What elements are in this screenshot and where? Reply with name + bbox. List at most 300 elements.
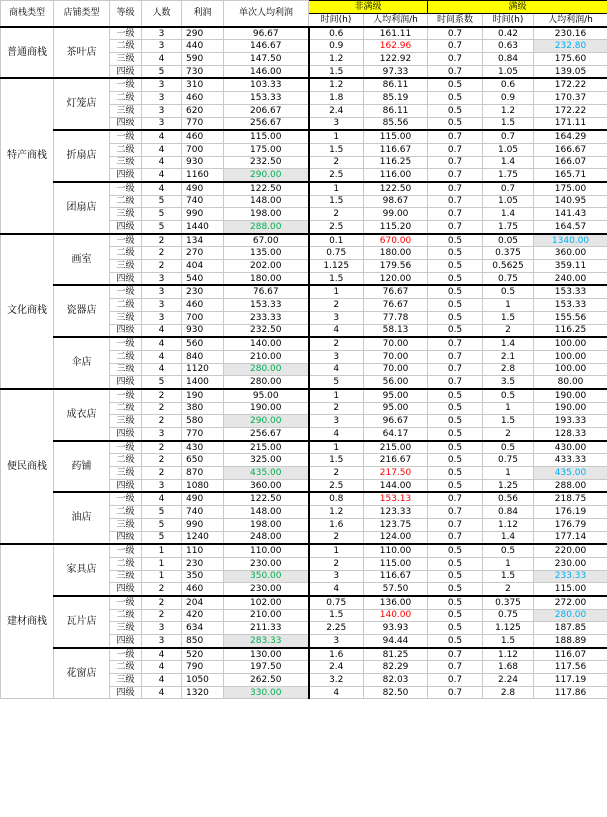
shop-name-cell: 折扇店 [54, 130, 110, 182]
table-cell: 1 [142, 570, 182, 583]
table-cell: 634 [182, 622, 224, 635]
table-cell: 2 [483, 324, 534, 337]
table-cell: 1.2 [309, 506, 364, 519]
table-cell: 0.7 [483, 130, 534, 143]
table-cell: 0.5 [428, 609, 483, 622]
table-cell: 1 [142, 544, 182, 557]
table-cell: 520 [182, 648, 224, 661]
table-cell: 230 [182, 557, 224, 570]
table-row [1, 337, 607, 350]
table-cell: 153.13 [364, 492, 428, 505]
table-cell: 3.5 [483, 376, 534, 389]
table-cell: 0.5 [428, 583, 483, 596]
header-row-1 [1, 1, 607, 14]
shop-name-cell: 画室 [54, 234, 110, 286]
table-cell: 四级 [110, 169, 142, 182]
shop-name-cell: 团扇店 [54, 182, 110, 234]
table-cell: 176.79 [534, 518, 607, 531]
table-cell: 460 [182, 583, 224, 596]
table-cell: 117.86 [534, 686, 607, 699]
table-row [1, 441, 607, 454]
table-cell: 115.00 [534, 583, 607, 596]
table-cell: 3 [309, 415, 364, 428]
table-cell: 2.1 [483, 350, 534, 363]
table-cell: 70.00 [364, 337, 428, 350]
table-cell: 770 [182, 117, 224, 130]
table-cell: 二级 [110, 557, 142, 570]
table-cell: 56.00 [364, 376, 428, 389]
table-cell: 一级 [110, 234, 142, 247]
table-cell: 1400 [182, 376, 224, 389]
table-cell: 76.67 [364, 285, 428, 298]
table-cell: 580 [182, 415, 224, 428]
table-cell: 0.7 [428, 674, 483, 687]
shop-name-cell: 灯笼店 [54, 78, 110, 130]
table-cell: 0.5 [428, 389, 483, 402]
table-cell: 三级 [110, 622, 142, 635]
table-cell: 0.5 [428, 234, 483, 247]
table-cell: 3 [142, 285, 182, 298]
table-cell: 330.00 [224, 686, 309, 699]
table-cell: 0.7 [428, 208, 483, 221]
table-cell: 2 [142, 247, 182, 260]
table-cell: 3 [142, 428, 182, 441]
table-cell: 116.25 [534, 324, 607, 337]
table-cell: 190.00 [534, 402, 607, 415]
table-cell: 0.7 [428, 169, 483, 182]
table-cell: 93.93 [364, 622, 428, 635]
table-cell: 二级 [110, 299, 142, 312]
table-cell: 124.00 [364, 531, 428, 544]
table-cell: 2 [142, 402, 182, 415]
table-cell: 一级 [110, 441, 142, 454]
table-cell: 590 [182, 53, 224, 66]
col-header-profit: 利润 [182, 1, 224, 27]
table-cell: 1.4 [483, 208, 534, 221]
table-cell: 0.7 [428, 376, 483, 389]
table-row [1, 27, 607, 40]
table-cell: 0.7 [428, 506, 483, 519]
table-cell: 0.5 [483, 285, 534, 298]
table-cell: 790 [182, 661, 224, 674]
table-cell: 1.2 [309, 53, 364, 66]
table-cell: 2 [309, 299, 364, 312]
table-cell: 1 [309, 130, 364, 143]
table-cell: 0.7 [428, 221, 483, 234]
table-cell: 70.00 [364, 350, 428, 363]
table-cell: 230.00 [224, 557, 309, 570]
table-cell: 161.11 [364, 27, 428, 40]
table-cell: 0.6 [483, 78, 534, 91]
table-cell: 1.05 [483, 143, 534, 156]
table-cell: 四级 [110, 221, 142, 234]
table-cell: 193.33 [534, 415, 607, 428]
table-row [1, 544, 607, 557]
table-cell: 67.00 [224, 234, 309, 247]
table-cell: 115.20 [364, 221, 428, 234]
shop-name-cell: 瓦片店 [54, 596, 110, 648]
table-cell: 730 [182, 65, 224, 78]
table-cell: 435.00 [224, 467, 309, 480]
table-cell: 99.00 [364, 208, 428, 221]
table-cell: 2 [142, 467, 182, 480]
table-cell: 116.25 [364, 156, 428, 169]
table-cell: 1.4 [483, 531, 534, 544]
table-cell: 4 [142, 324, 182, 337]
table-cell: 4 [142, 350, 182, 363]
table-cell: 2 [309, 337, 364, 350]
table-cell: 3 [142, 78, 182, 91]
table-cell: 215.00 [364, 441, 428, 454]
section-type-cell: 普通商栈 [1, 27, 54, 79]
table-cell: 210.00 [224, 609, 309, 622]
table-cell: 110.00 [224, 544, 309, 557]
table-cell: 0.9 [483, 92, 534, 105]
table-cell: 0.5 [428, 311, 483, 324]
table-cell: 1.75 [483, 221, 534, 234]
table-cell: 1.25 [483, 479, 534, 492]
table-cell: 一级 [110, 337, 142, 350]
table-cell: 三级 [110, 415, 142, 428]
table-cell: 76.67 [224, 285, 309, 298]
table-cell: 2 [142, 260, 182, 273]
table-cell: 一级 [110, 389, 142, 402]
table-cell: 122.50 [224, 492, 309, 505]
table-cell: 140.95 [534, 195, 607, 208]
table-cell: 1.68 [483, 661, 534, 674]
table-cell: 4 [142, 686, 182, 699]
table-cell: 290.00 [224, 169, 309, 182]
table-cell: 140.00 [364, 609, 428, 622]
table-cell: 272.00 [534, 596, 607, 609]
table-cell: 1 [483, 299, 534, 312]
table-cell: 0.75 [483, 609, 534, 622]
table-row [1, 285, 607, 298]
col-header-time: 时间(h) [309, 14, 364, 27]
table-cell: 233.33 [534, 570, 607, 583]
table-cell: 4 [142, 492, 182, 505]
table-cell: 三级 [110, 53, 142, 66]
table-cell: 四级 [110, 428, 142, 441]
table-cell: 740 [182, 506, 224, 519]
table-cell: 0.7 [428, 130, 483, 143]
table-cell: 1 [483, 467, 534, 480]
table-cell: 288.00 [534, 479, 607, 492]
table-cell: 770 [182, 428, 224, 441]
table-cell: 0.5 [428, 78, 483, 91]
table-cell: 82.29 [364, 661, 428, 674]
table-cell: 204 [182, 596, 224, 609]
table-cell: 230.00 [534, 557, 607, 570]
table-cell: 171.11 [534, 117, 607, 130]
table-cell: 2 [309, 402, 364, 415]
table-cell: 0.7 [428, 363, 483, 376]
shop-name-cell: 家具店 [54, 544, 110, 596]
table-cell: 二级 [110, 195, 142, 208]
table-cell: 100.00 [534, 363, 607, 376]
table-cell: 4 [142, 363, 182, 376]
table-cell: 840 [182, 350, 224, 363]
table-cell: 四级 [110, 117, 142, 130]
table-cell: 100.00 [534, 337, 607, 350]
table-cell: 280.00 [534, 609, 607, 622]
table-cell: 0.7 [428, 531, 483, 544]
table-cell: 3 [142, 635, 182, 648]
table-cell: 176.19 [534, 506, 607, 519]
table-row [1, 234, 607, 247]
table-cell: 350.00 [224, 570, 309, 583]
table-cell: 256.67 [224, 117, 309, 130]
table-cell: 一级 [110, 648, 142, 661]
table-cell: 146.00 [224, 65, 309, 78]
table-cell: 5 [142, 376, 182, 389]
table-cell: 460 [182, 299, 224, 312]
table-cell: 一级 [110, 182, 142, 195]
table-cell: 3 [309, 350, 364, 363]
col-header-people: 人数 [142, 1, 182, 27]
table-cell: 一级 [110, 78, 142, 91]
table-cell: 153.33 [534, 285, 607, 298]
table-cell: 148.00 [224, 506, 309, 519]
table-cell: 0.75 [309, 247, 364, 260]
table-cell: 0.7 [428, 661, 483, 674]
table-cell: 58.13 [364, 324, 428, 337]
table-cell: 1.5 [309, 609, 364, 622]
table-cell: 232.80 [534, 40, 607, 53]
table-cell: 0.5 [428, 596, 483, 609]
table-cell: 162.96 [364, 40, 428, 53]
table-cell: 0.75 [309, 596, 364, 609]
table-cell: 0.9 [309, 40, 364, 53]
table-cell: 四级 [110, 65, 142, 78]
table-cell: 96.67 [224, 27, 309, 40]
table-cell: 5 [142, 195, 182, 208]
table-cell: 166.07 [534, 156, 607, 169]
table-cell: 230.16 [534, 27, 607, 40]
table-cell: 1.5 [309, 143, 364, 156]
table-row [1, 596, 607, 609]
table-cell: 80.00 [534, 376, 607, 389]
table-row [1, 648, 607, 661]
table-cell: 102.00 [224, 596, 309, 609]
table-cell: 1160 [182, 169, 224, 182]
table-cell: 175.60 [534, 53, 607, 66]
table-cell: 172.22 [534, 104, 607, 117]
table-cell: 2 [142, 454, 182, 467]
table-cell: 0.5 [428, 570, 483, 583]
table-cell: 3 [142, 27, 182, 40]
table-cell: 三级 [110, 311, 142, 324]
table-cell: 122.50 [364, 182, 428, 195]
table-cell: 96.67 [364, 415, 428, 428]
table-cell: 136.00 [364, 596, 428, 609]
table-cell: 4 [142, 53, 182, 66]
table-cell: 5 [142, 506, 182, 519]
table-cell: 146.67 [224, 40, 309, 53]
table-cell: 1 [309, 389, 364, 402]
table-cell: 0.6 [309, 27, 364, 40]
col-header-shop: 店铺类型 [54, 1, 110, 27]
table-cell: 1120 [182, 363, 224, 376]
table-cell: 0.5 [428, 247, 483, 260]
table-cell: 0.5 [483, 544, 534, 557]
table-cell: 460 [182, 130, 224, 143]
table-cell: 1.12 [483, 648, 534, 661]
section-type-cell: 建材商栈 [1, 544, 54, 699]
table-row [1, 182, 607, 195]
table-cell: 283.33 [224, 635, 309, 648]
table-cell: 128.33 [534, 428, 607, 441]
table-cell: 1.8 [309, 92, 364, 105]
table-cell: 1.5 [483, 635, 534, 648]
table-cell: 3 [142, 272, 182, 285]
table-cell: 140.00 [224, 337, 309, 350]
table-cell: 三级 [110, 467, 142, 480]
table-cell: 0.7 [428, 350, 483, 363]
table-cell: 290 [182, 27, 224, 40]
table-cell: 0.5 [428, 260, 483, 273]
table-cell: 164.29 [534, 130, 607, 143]
table-cell: 3 [309, 570, 364, 583]
table-cell: 0.7 [428, 27, 483, 40]
table-cell: 232.50 [224, 156, 309, 169]
table-cell: 0.7 [428, 337, 483, 350]
table-cell: 148.00 [224, 195, 309, 208]
table-cell: 二级 [110, 506, 142, 519]
table-cell: 230 [182, 285, 224, 298]
table-cell: 110.00 [364, 544, 428, 557]
table-cell: 288.00 [224, 221, 309, 234]
table-cell: 85.56 [364, 117, 428, 130]
table-cell: 1.125 [309, 260, 364, 273]
table-cell: 310 [182, 78, 224, 91]
table-cell: 115.00 [364, 557, 428, 570]
table-cell: 3 [309, 635, 364, 648]
table-cell: 177.14 [534, 531, 607, 544]
table-cell: 2 [142, 609, 182, 622]
table-cell: 0.7 [428, 195, 483, 208]
table-cell: 3 [309, 311, 364, 324]
table-cell: 0.5 [483, 441, 534, 454]
table-cell: 435.00 [534, 467, 607, 480]
table-cell: 四级 [110, 635, 142, 648]
table-cell: 1240 [182, 531, 224, 544]
table-cell: 2 [309, 557, 364, 570]
table-cell: 380 [182, 402, 224, 415]
table-cell: 115.00 [224, 130, 309, 143]
table-cell: 0.5 [428, 544, 483, 557]
table-cell: 0.5 [428, 622, 483, 635]
table-cell: 1.5 [309, 454, 364, 467]
table-cell: 一级 [110, 544, 142, 557]
table-cell: 1 [309, 285, 364, 298]
table-cell: 0.7 [483, 182, 534, 195]
table-cell: 81.25 [364, 648, 428, 661]
table-cell: 97.33 [364, 65, 428, 78]
table-cell: 430 [182, 441, 224, 454]
table-cell: 1.6 [309, 648, 364, 661]
table-cell: 4 [142, 169, 182, 182]
table-cell: 120.00 [364, 272, 428, 285]
table-cell: 3 [142, 479, 182, 492]
table-cell: 103.33 [224, 78, 309, 91]
table-cell: 三级 [110, 363, 142, 376]
table-cell: 930 [182, 324, 224, 337]
table-cell: 2 [483, 428, 534, 441]
table-cell: 490 [182, 492, 224, 505]
table-cell: 2.5 [309, 221, 364, 234]
table-cell: 0.375 [483, 596, 534, 609]
table-row [1, 130, 607, 143]
table-cell: 1.6 [309, 518, 364, 531]
table-cell: 三级 [110, 104, 142, 117]
table-cell: 5 [142, 221, 182, 234]
table-cell: 115.00 [364, 130, 428, 143]
table-cell: 三级 [110, 208, 142, 221]
table-cell: 5 [142, 208, 182, 221]
table-cell: 1 [309, 182, 364, 195]
table-cell: 0.5 [428, 479, 483, 492]
table-cell: 270 [182, 247, 224, 260]
table-cell: 164.57 [534, 221, 607, 234]
table-cell: 4 [309, 324, 364, 337]
table-cell: 134 [182, 234, 224, 247]
table-cell: 4 [309, 363, 364, 376]
table-cell: 155.56 [534, 311, 607, 324]
table-cell: 280.00 [224, 376, 309, 389]
table-cell: 215.00 [224, 441, 309, 454]
table-cell: 0.5 [428, 441, 483, 454]
table-cell: 650 [182, 454, 224, 467]
table-cell: 0.05 [483, 234, 534, 247]
table-cell: 2 [142, 415, 182, 428]
table-cell: 290.00 [224, 415, 309, 428]
table-cell: 0.5 [428, 428, 483, 441]
table-cell: 3 [142, 40, 182, 53]
table-cell: 0.84 [483, 53, 534, 66]
table-cell: 1.5 [483, 117, 534, 130]
table-cell: 0.5 [428, 92, 483, 105]
table-cell: 144.00 [364, 479, 428, 492]
shop-name-cell: 瓷器店 [54, 285, 110, 337]
table-cell: 77.78 [364, 311, 428, 324]
col-header-per-profit: 单次人均利润 [224, 1, 309, 27]
table-cell: 2.5 [309, 479, 364, 492]
table-cell: 360.00 [224, 479, 309, 492]
table-cell: 3 [309, 117, 364, 130]
table-cell: 64.17 [364, 428, 428, 441]
table-cell: 233.33 [224, 311, 309, 324]
table-cell: 198.00 [224, 208, 309, 221]
table-cell: 二级 [110, 402, 142, 415]
table-cell: 147.50 [224, 53, 309, 66]
table-cell: 220.00 [534, 544, 607, 557]
table-cell: 四级 [110, 376, 142, 389]
table-cell: 0.1 [309, 234, 364, 247]
table-cell: 二级 [110, 609, 142, 622]
table-cell: 1 [309, 441, 364, 454]
table-cell: 990 [182, 518, 224, 531]
table-cell: 一级 [110, 596, 142, 609]
table-cell: 0.5 [428, 557, 483, 570]
table-cell: 404 [182, 260, 224, 273]
table-cell: 0.5 [428, 324, 483, 337]
table-cell: 0.5 [428, 299, 483, 312]
table-cell: 二级 [110, 454, 142, 467]
table-cell: 4 [142, 130, 182, 143]
col-header-coef: 时间系数 [428, 14, 483, 27]
table-cell: 670.00 [364, 234, 428, 247]
